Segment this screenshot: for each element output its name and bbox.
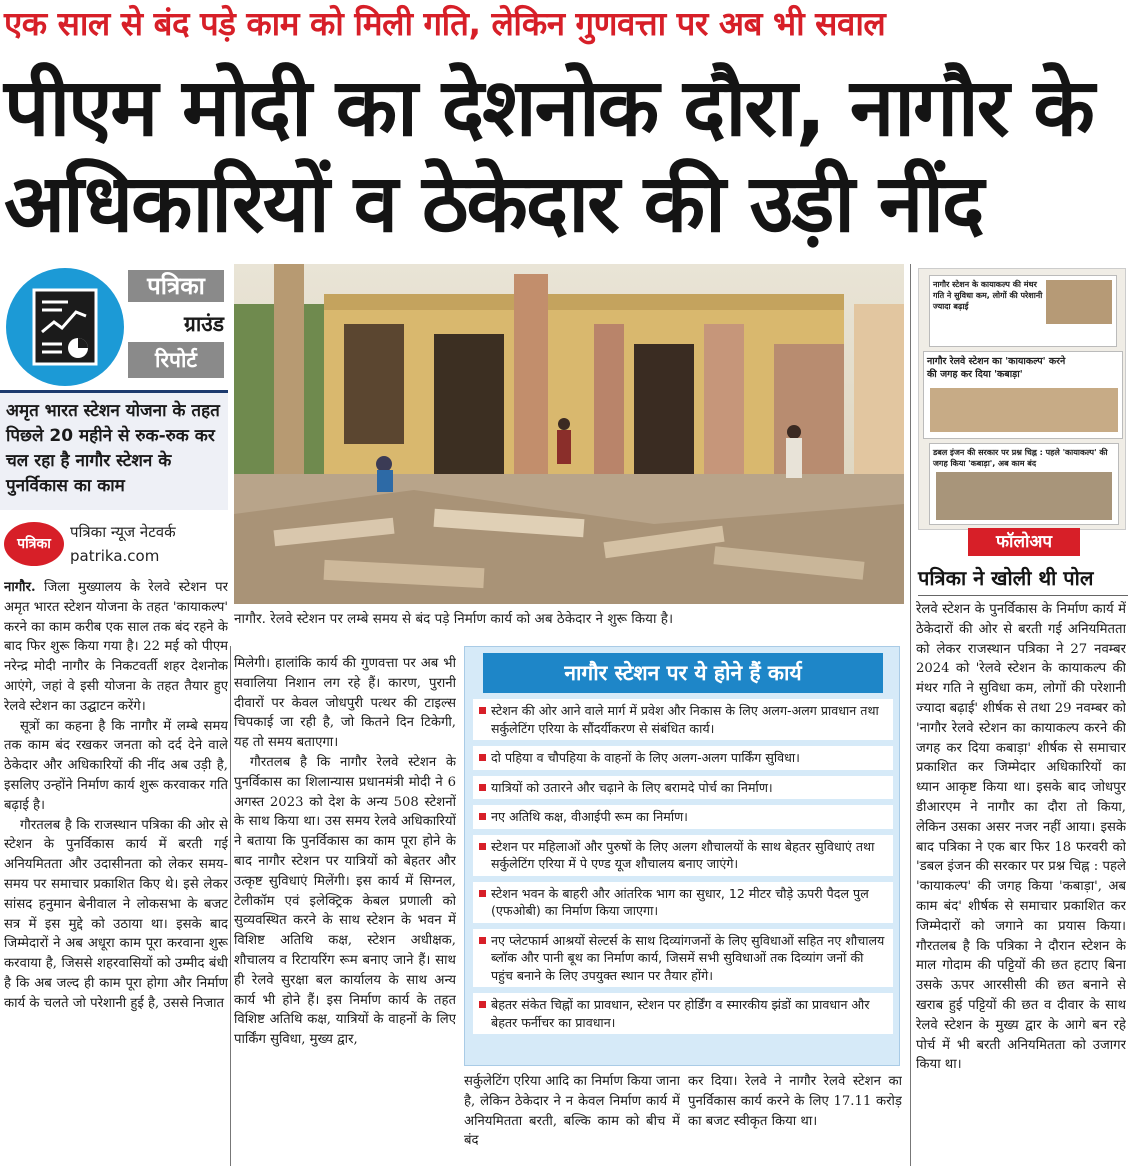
col1-para-1 [4,578,228,717]
kicker-line: एक साल से बंद पड़े काम को मिली गति, लेकिन गुणवत्ता पर अब भी सवाल [4,4,886,43]
badge-ground: ग्राउंड [183,312,224,336]
followup-tag: फॉलोअप [968,528,1080,556]
story-deck: अमृत भारत स्टेशन योजना के तहत पिछले 20 महीने से रुक-रुक कर चल रहा है नागौर स्टेशन के पुनर्विकास का काम [0,390,228,510]
works-item: स्टेशन भवन के बाहरी और आंतरिक भाग का सुधार, 12 मीटर चौड़े ऊपरी पैदल पुल (एफओबी) का निर्माण किया जाएगा। [473,882,893,923]
dateline: नागौर. [4,580,36,595]
works-list [473,699,893,1040]
works-item: बेहतर संकेत चिह्नों का प्रावधान, स्टेशन पर होर्डिंग व स्मारकीय झंडों का प्रावधान और बेहतर फर्नीचर का प्रावधान। [473,993,893,1034]
col2-para-1: मिलेगी। हालांकि कार्य की गुणवत्ता पर अब भी सवालिया निशान लग रहे हैं। कारण, पुरानी दीवारों पर केवल जोधपुरी पत्थर की टाइल्स चिपकाई जा रही है, जो कितने दिन टिकेगी, यह तो समय बताएगा। [234,656,456,751]
byline-network: पत्रिका न्यूज नेटवर्क [70,523,176,541]
article-column-2 [234,654,456,1168]
patrika-logo: पत्रिका [4,522,64,566]
clipping-1 [929,275,1117,347]
clipping-3-headline: डबल इंजन की सरकार पर प्रश्न चिह्न : पहले 'कायाकल्प' की जगह किया 'कबाड़ा', अब काम बंद [933,448,1108,468]
photo-caption: नागौर. रेलवे स्टेशन पर लम्बे समय से बंद पड़े निर्माण कार्य को अब ठेकेदार ने शुरू किया है। [234,611,674,627]
construction-site-photo [234,264,904,604]
clipping-3-photo [936,472,1112,520]
clipping-3 [929,443,1119,525]
works-box [464,646,900,1066]
works-box-title: नागौर स्टेशन पर ये होने हैं कार्य [483,653,883,693]
badge-brand: पत्रिका [128,270,224,302]
byline [4,518,228,572]
article-column-4 [688,1072,902,1168]
report-document-icon [32,288,98,366]
station-photo-illustration [234,264,904,604]
col4-para-1: कर दिया। रेलवे ने नागौर रेलवे स्टेशन का पुनर्विकास कार्य करने के लिए 17.11 करोड़ का बजट स्वीकृत किया था। [688,1074,902,1129]
article-column-1 [4,578,228,1168]
badge-report: रिपोर्ट [128,342,224,378]
clipping-1-headline: नागौर स्टेशन के कायाकल्प की मंथर गति ने सुविधा कम, लोगों की परेशानी ज्यादा बढ़ाई [933,280,1043,311]
col1-para-3: गौरतलब है कि राजस्थान पत्रिका की ओर से स्टेशन के पुनर्विकास कार्य में बरती गई अनियमितता और उदासीनता को लेकर समय-समय पर समाचार प्रकाशित किए थे। इसे लेकर सांसद हनुमान बेनीवाल ने लोकसभा के बजट सत्र में इस मुद्दे को उठाया था। इसके बाद जिम्मेदारों ने अब अधूरा काम पूरा करवाना शुरू करवाया है, जिससे शहरवासियों को उम्मीद बंधी है कि अब जल्द ही काम पूरा होगा और निर्माण कार्य के चलते जो परेशानी हुई है, उससे निजात [4,817,228,1011]
right-column-headline: पत्रिका ने खोली थी पोल [918,560,1128,596]
works-item: स्टेशन पर महिलाओं और पुरुषों के लिए अलग शौचालयों के साथ बेहतर सुविधाएं तथा सर्कुलेटिंग एरिया में पे एण्ड यूज शौचालय बनाए जाएंगे। [473,835,893,876]
col1-text-1: जिला मुख्यालय के रेलवे स्टेशन पर अमृत भारत स्टेशन योजना के तहत 'कायाकल्प' करने का काम करीब एक साल तक बंद रहने के बाद फिर शुरू किया गया है। 22 मई को पीएम नरेन्द्र मोदी नागौर के निकटवर्ती शहर देशनोक आएंगे, जहां वे इसी योजना के तहत तैयार हुए रेलवे स्टेशन का उद्घाटन करेंगे। [4,580,228,714]
works-item: यात्रियों को उतारने और चढ़ाने के लिए बरामदे पोर्च का निर्माण। [473,776,893,800]
ground-report-badge [6,268,228,388]
article-column-5 [916,600,1126,1168]
previous-coverage-clippings [918,268,1126,530]
works-item: नए अतिथि कक्ष, वीआईपी रूम का निर्माण। [473,805,893,829]
works-item: स्टेशन की ओर आने वाले मार्ग में प्रवेश और निकास के लिए अलग-अलग प्रावधान तथा सर्कुलेटिंग एरिया के सौंदर्यीकरण से संबंधित कार्य। [473,699,893,740]
col1-para-2: सूत्रों का कहना है कि नागौर में लम्बे समय तक काम बंद रखकर जनता को दर्द देने वाले ठेकेदार और अधिकारियों की नींद अब उड़ी है, इसलिए उन्होंने निर्माण कार्य शुरू करवाकर गति बढ़ाई है। [4,718,228,813]
column-divider [230,646,231,1166]
works-item: दो पहिया व चौपहिया के वाहनों के लिए अलग-अलग पार्किंग सुविधा। [473,746,893,770]
works-item: नए प्लेटफार्म आश्रयों सेल्टर्स के साथ दिव्यांगजनों के लिए सुविधाओं सहित नए शौचालय ब्लॉक और पानी बूथ का निर्माण कार्य, जिसमें सभी सुविधाओं तक दिव्यांग जनों की पहुंच बनाने के लिए उपयुक्त स्थान पर तैयार होंगे। [473,929,893,988]
clipping-2-photo [930,388,1118,432]
article-column-3 [464,1072,680,1168]
clipping-1-photo [1046,280,1112,324]
col3-para-1: सर्कुलेटिंग एरिया आदि का निर्माण किया जाना है, लेकिन ठेकेदार ने न केवल निर्माण कार्य में अनियमितता बरती, बल्कि काम को बीच में बंद [464,1074,680,1149]
clipping-2 [923,351,1123,439]
headline-line-2: अधिकारियों व ठेकेदार की उड़ी नींद [4,157,983,250]
byline-site: patrika.com [70,547,160,565]
col5-para-1: रेलवे स्टेशन के पुनर्विकास के निर्माण कार्य में ठेकेदारों की ओर से बरती गई अनियमितता को लेकर राजस्थान पत्रिका ने 27 नवम्बर 2024 को 'रेलवे स्टेशन के कायाकल्प की मंथर गति ने सुविधा कम, लोगों की परेशानी ज्यादा बढ़ाई' शीर्षक से तथा 29 नवम्बर को 'नागौर रेलवे स्टेशन का कायाकल्प करने की जगह कर दिया कबाड़ा' शीर्षक से समाचार प्रकाशित कर जिम्मेदार अधिकारियों का ध्यान आकृष्ट किया था। इसके बाद जोधपुर डीआरएम ने नागौर का दौरा तो किया, लेकिन उसका असर नजर नहीं आया। इसके बाद पत्रिका ने एक बार फिर 18 फरवरी को 'डबल इंजन की सरकार पर प्रश्न चिह्न : पहले 'कायाकल्प' की जगह किया 'कबाड़ा', अब काम बंद' शीर्षक से समाचार प्रकाशित कर जिम्मेदारों को जगाने का प्रयास किया। गौरतलब है कि पत्रिका ने दौरान स्टेशन के माल गोदाम की पट्टियों की छत हटाए बिना उसके ऊपर आरसीसी की छत बनाने से खराब हुई पट्टियों की छत व दीवार के साथ रेलवे स्टेशन के मुख्य द्वार के आगे बन रहे पोर्च में भी बरती अनियमितता को उजागर किया था। [916,602,1126,1073]
headline-line-1: पीएम मोदी का देशनोक दौरा, नागौर के [4,61,1093,154]
clipping-2-headline: नागौर रेलवे स्टेशन का 'कायाकल्प' करने की जगह कर दिया 'कबाड़ा' [927,356,1066,380]
col2-para-2: गौरतलब है कि नागौर रेलवे स्टेशन के पुनर्विकास का शिलान्यास प्रधानमंत्री मोदी ने 6 अगस्त 2023 को देश के अन्य 508 स्टेशनों के साथ किया था। उस समय रेलवे अधिकारियों ने बताया कि पुनर्विकास का काम पूरा होने के बाद नागौर स्टेशन पर यात्रियों को बेहतर और उत्कृष्ट सुविधाएं मिलेंगी। इस कार्य में सिग्नल, टेलीकॉम एवं इलेक्ट्रिक केबल प्रणाली को सुव्यवस्थित करने के साथ स्टेशन के भवन में विशिष्ट अतिथि कक्ष, स्टेशन अधीक्षक, शौचालय व रिटायरिंग रूम बनाए जाने हैं। साथ ही रेलवे सुरक्षा बल कार्यालय के साथ अन्य कार्य भी होने हैं। इस निर्माण कार्य के तहत विशिष्ट अतिथि कक्ष, यात्रियों के वाहनों के लिए पार्किंग सुविधा, मुख्य द्वार, [234,754,456,1048]
right-column-divider [910,264,911,1166]
